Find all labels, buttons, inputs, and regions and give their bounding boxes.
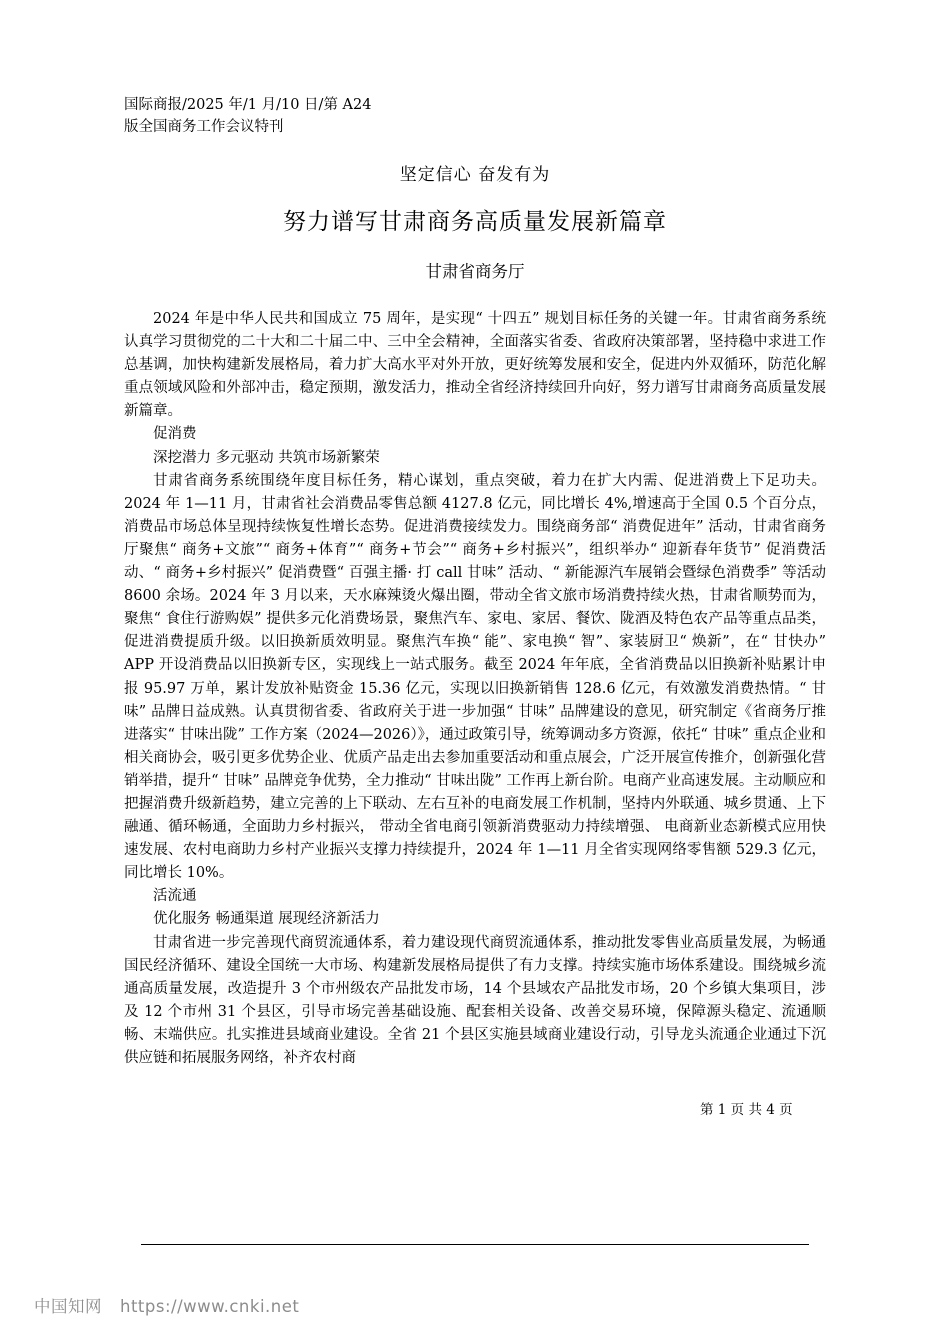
footer-divider — [141, 1244, 809, 1245]
source-line-2: 版全国商务工作会议特刊 — [124, 119, 284, 135]
paragraph-consumption: 甘肃省商务系统围绕年度目标任务，精心谋划，重点突破，着力在扩大内需、促进消费上下足功夫。2024 年 1—11 月，甘肃省社会消费品零售总额 4127.8 亿元，同比增长 4%,增速高于全国 0.5 个百分点，消费品市场总体呈现持续恢复性增长态势。促进消费接续发力。围绕商务部“ 消费促进年” 活动，甘肃省商务厅聚焦“ 商务+文旅”“ 商务+体育”“ 商务+节会”“ 商务+乡村振兴”，组织举办“ 迎新春年货节” 促消费活动、“ 商务+乡村振兴” 促消费暨“ 百强主播· 打 call 甘味” 活动、“ 新能源汽车展销会暨绿色消费季” 等活动 8600 余场。2024 年 3 月以来，天水麻辣烫火爆出圈，带动全省文旅市场消费持续火热，甘肃省顺势而为，聚焦“ 食住行游购娱” 提供多元化消费场景，聚焦汽车、家电、家居、餐饮、陇酒及特色农产品等重点品类，促进消费提质升级。以旧换新质效明显。聚焦汽车换“ 能”、家电换“ 智”、家装厨卫“ 焕新”，在“ 甘快办” APP 开设消费品以旧换新专区，实现线上一站式服务。截至 2024 年年底，全省消费品以旧换新补贴累计申报 95.97 万单，累计发放补贴资金 15.36 亿元，实现以旧换新销售 128.6 亿元，有效激发消费热情。“ 甘味” 品牌日益成熟。认真贯彻省委、省政府关于进一步加强“ 甘味” 品牌建设的意见，研究制定《省商务厅推进落实“ 甘味出陇” 工作方案（2024—2026）》，通过政策引导，统筹调动多方资源，依托“ 甘味” 重点企业和相关商协会，吸引更多优势企业、优质产品走出去参加重要活动和重点展会，广泛开展宣传推介，创新强化营销举措，提升“ 甘味” 品牌竞争优势，全力推动“ 甘味出陇” 工作再上新台阶。电商产业高速发展。主动顺应和把握消费升级新趋势，建立完善的上下联动、左右互补的电商发展工作机制，坚持内外联通、城乡贯通、上下融通、循环畅通，全面助力乡村振兴， 带动全省电商引领新消费驱动力持续增强、 电商新业态新模式应用快速发展、农村电商助力乡村产业振兴支撑力持续提升，2024 年 1—11 月全省实现网络零售额 529.3 亿元，同比增长 10%。 — [124, 472, 826, 882]
section-heading-circulation: 优化服务 畅通渠道 展现经济新活力 — [153, 911, 380, 928]
article-body — [124, 308, 826, 1070]
article-title: 努力谱写甘肃商务高质量发展新篇章 — [283, 209, 667, 235]
section-label-consumption: 促消费 — [153, 426, 197, 443]
paragraph-circulation: 甘肃省进一步完善现代商贸流通体系，着力建设现代商贸流通体系，推动批发零售业高质量发展，为畅通国民经济循环、建设全国统一大市场、构建新发展格局提供了有力支撑。持续实施市场体系建设。围绕城乡流通高质量发展，改造提升 3 个市州级农产品批发市场，14 个县域农产品批发市场，20 个乡镇大集项目，涉及 12 个市州 31 个县区，引导市场完善基础设施、配套相关设备、改善交易环境，保障源头稳定、流通顺畅、末端供应。扎实推进县域商业建设。全省 21 个县区实施县域商业建设行动，引导龙头流通企业通过下沉供应链和拓展服务网络，补齐农村商 — [124, 934, 826, 1066]
watermark-url: https://www.cnki.net — [120, 1297, 300, 1316]
watermark-site-name: 中国知网 — [34, 1297, 102, 1316]
source-line-1: 国际商报/2025 年/1 月/10 日/第 A24 — [124, 97, 372, 113]
section-heading-consumption: 深挖潜力 多元驱动 共筑市场新繁荣 — [153, 449, 380, 466]
article-author: 甘肃省商务厅 — [425, 262, 525, 281]
cnki-watermark — [34, 1293, 299, 1317]
paragraph-intro: 2024 年是中华人民共和国成立 75 周年，是实现“ 十四五” 规划目标任务的关键一年。甘肃省商务系统认真学习贯彻党的二十大和二十届二中、三中全会精神，全面落实省委、省政府决策部署，坚持稳中求进工作总基调，加快构建新发展格局，着力扩大高水平对外开放，更好统筹发展和安全，促进内外双循环，防范化解重点领域风险和外部冲击，稳定预期，激发活力，推动全省经济持续回升向好，努力谱写甘肃商务高质量发展新篇章。 — [124, 311, 826, 420]
article-subtitle: 坚定信心 奋发有为 — [399, 165, 551, 185]
source-citation — [124, 94, 444, 138]
section-label-circulation: 活流通 — [153, 888, 197, 905]
page-number: 第 1 页 共 4 页 — [700, 1102, 793, 1118]
